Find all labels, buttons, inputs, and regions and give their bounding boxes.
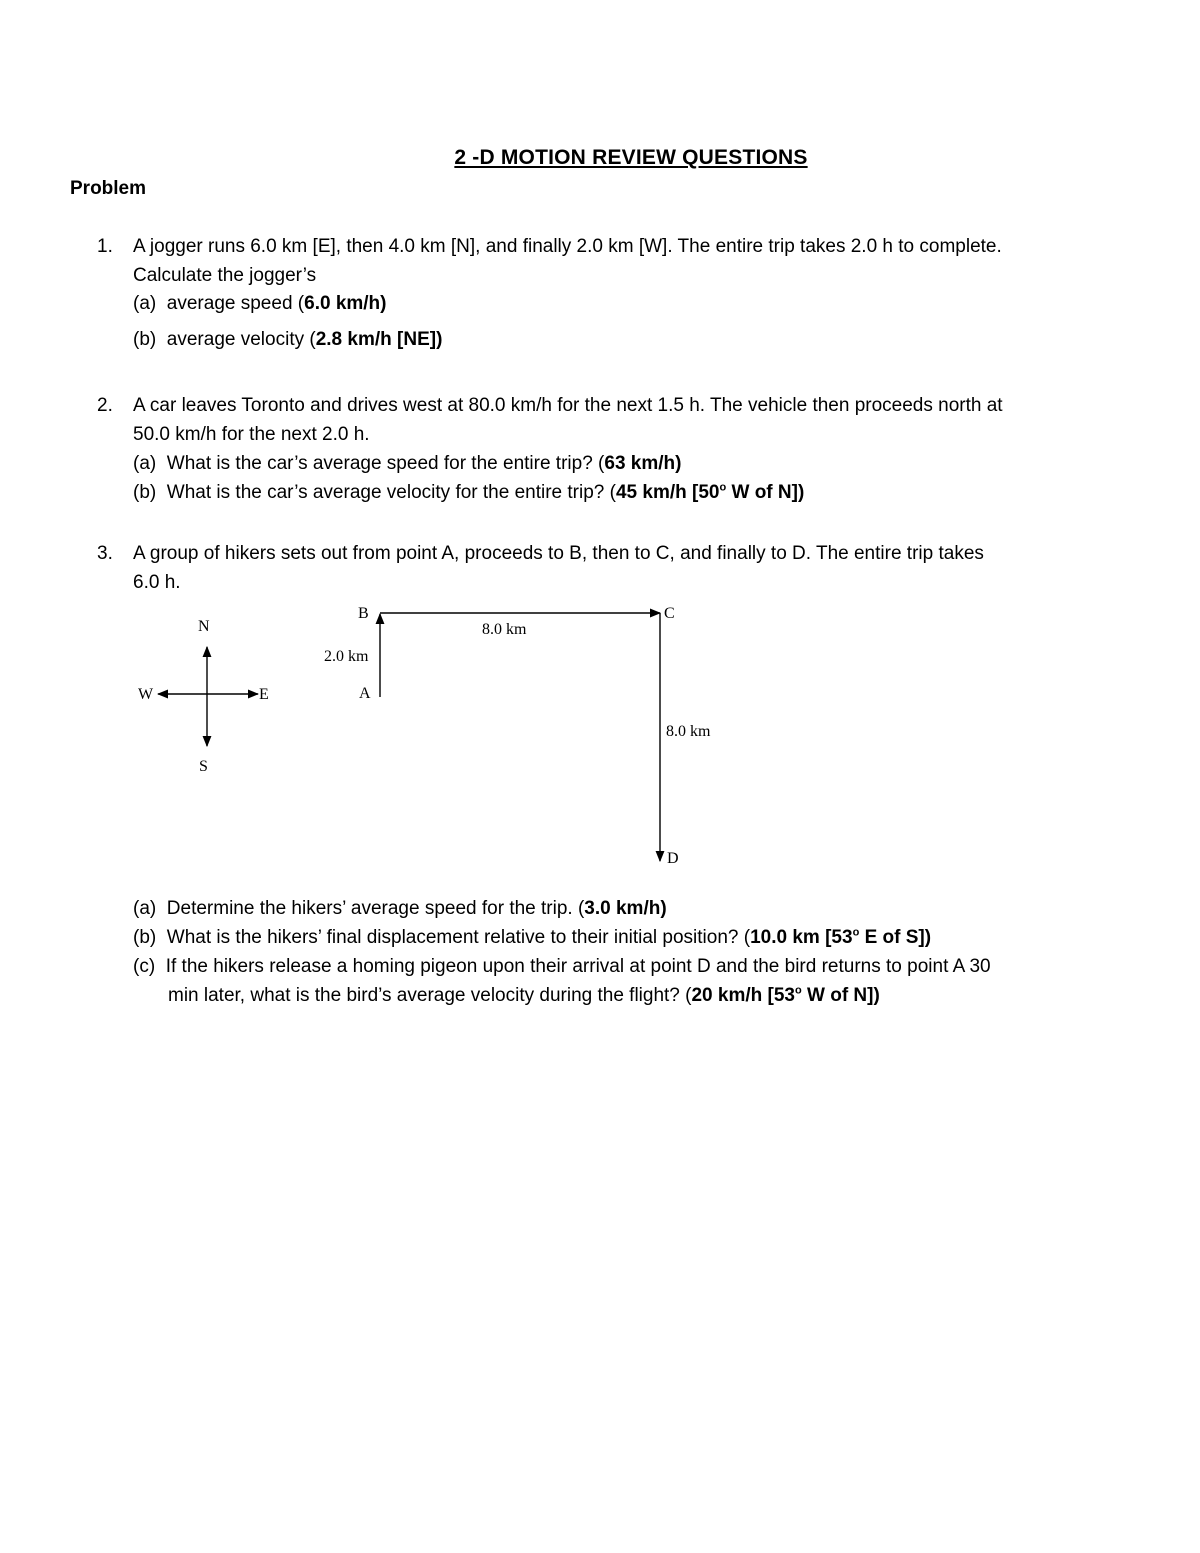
problem-2-line-2: 50.0 km/h for the next 2.0 h. (133, 424, 370, 445)
problem-2-number: 2. (97, 395, 113, 416)
part-label: (a) (133, 898, 157, 919)
part-text: What is the hikers’ final displacement relative to their initial position? ( (166, 927, 751, 948)
problem-3-line-1: A group of hikers sets out from point A, proceeds to B, then to C, and finally to D. The entire trip takes (133, 543, 984, 564)
part-text: What is the car’s average velocity for the entire trip? ( (166, 482, 616, 503)
compass (138, 618, 269, 775)
point-d-label: D (667, 850, 679, 867)
point-b-label: B (358, 605, 369, 622)
problem-1-line-1: A jogger runs 6.0 km [E], then 4.0 km [N], and finally 2.0 km [W]. The entire trip takes 2.0 h to complete. (133, 236, 1002, 257)
part-answer-tail: W of N]) (726, 482, 805, 503)
degree-mark: o (852, 926, 860, 939)
segment-bc-label: 8.0 km (482, 621, 527, 638)
section-heading: Problem (70, 178, 147, 199)
part-answer-tail: E of S]) (859, 927, 932, 948)
problem-1-line-2: Calculate the jogger’s (133, 265, 317, 286)
part-answer: 3.0 km/h) (584, 898, 667, 919)
part-answer: 2.8 km/h [NE]) (315, 329, 443, 350)
problem-3-part-c (133, 955, 991, 979)
compass-north-label: N (198, 618, 210, 635)
part-text: Determine the hikers’ average speed for the trip. ( (166, 898, 585, 919)
part-label: (a) (133, 293, 157, 314)
part-answer: 20 km/h [53 (691, 985, 795, 1006)
compass-west-label: W (138, 686, 154, 703)
part-label: (a) (133, 453, 157, 474)
compass-south-label: S (199, 758, 208, 775)
page-title: 2 -D MOTION REVIEW QUESTIONS (454, 146, 808, 169)
part-text: If the hikers release a homing pigeon upon their arrival at point D and the bird returns to point A 30 (165, 956, 991, 977)
segment-ab-label: 2.0 km (324, 648, 369, 665)
part-text: What is the car’s average speed for the entire trip? ( (166, 453, 605, 474)
part-text: average speed ( (166, 293, 305, 314)
part-label: (b) (133, 329, 157, 350)
problem-2-line-1: A car leaves Toronto and drives west at 80.0 km/h for the next 1.5 h. The vehicle then proceeds north at (133, 395, 1003, 416)
problem-3-part-b (133, 926, 931, 950)
segment-cd-label: 8.0 km (666, 723, 711, 740)
part-text: min later, what is the bird’s average velocity during the flight? ( (168, 985, 692, 1006)
part-answer-tail: W of N]) (801, 985, 880, 1006)
degree-mark: o (794, 984, 802, 997)
part-label: (c) (133, 956, 156, 977)
point-a-label: A (359, 685, 371, 702)
part-label: (b) (133, 927, 157, 948)
part-answer: 10.0 km [53 (750, 927, 853, 948)
part-label: (b) (133, 482, 157, 503)
compass-east-label: E (259, 686, 269, 703)
part-answer: 45 km/h [50 (615, 482, 720, 503)
problem-3-part-c-cont (168, 984, 880, 1008)
part-text: average velocity ( (166, 329, 316, 350)
point-c-label: C (664, 605, 675, 622)
part-answer: 63 km/h) (604, 453, 682, 474)
hiker-path (380, 613, 660, 861)
problem-3-part-a (133, 897, 667, 921)
part-answer: 6.0 km/h) (304, 293, 387, 314)
problem-3-number: 3. (97, 543, 113, 564)
degree-mark: o (719, 481, 727, 494)
problem-3-line-2: 6.0 h. (133, 572, 181, 593)
problem-1-number: 1. (97, 236, 113, 257)
